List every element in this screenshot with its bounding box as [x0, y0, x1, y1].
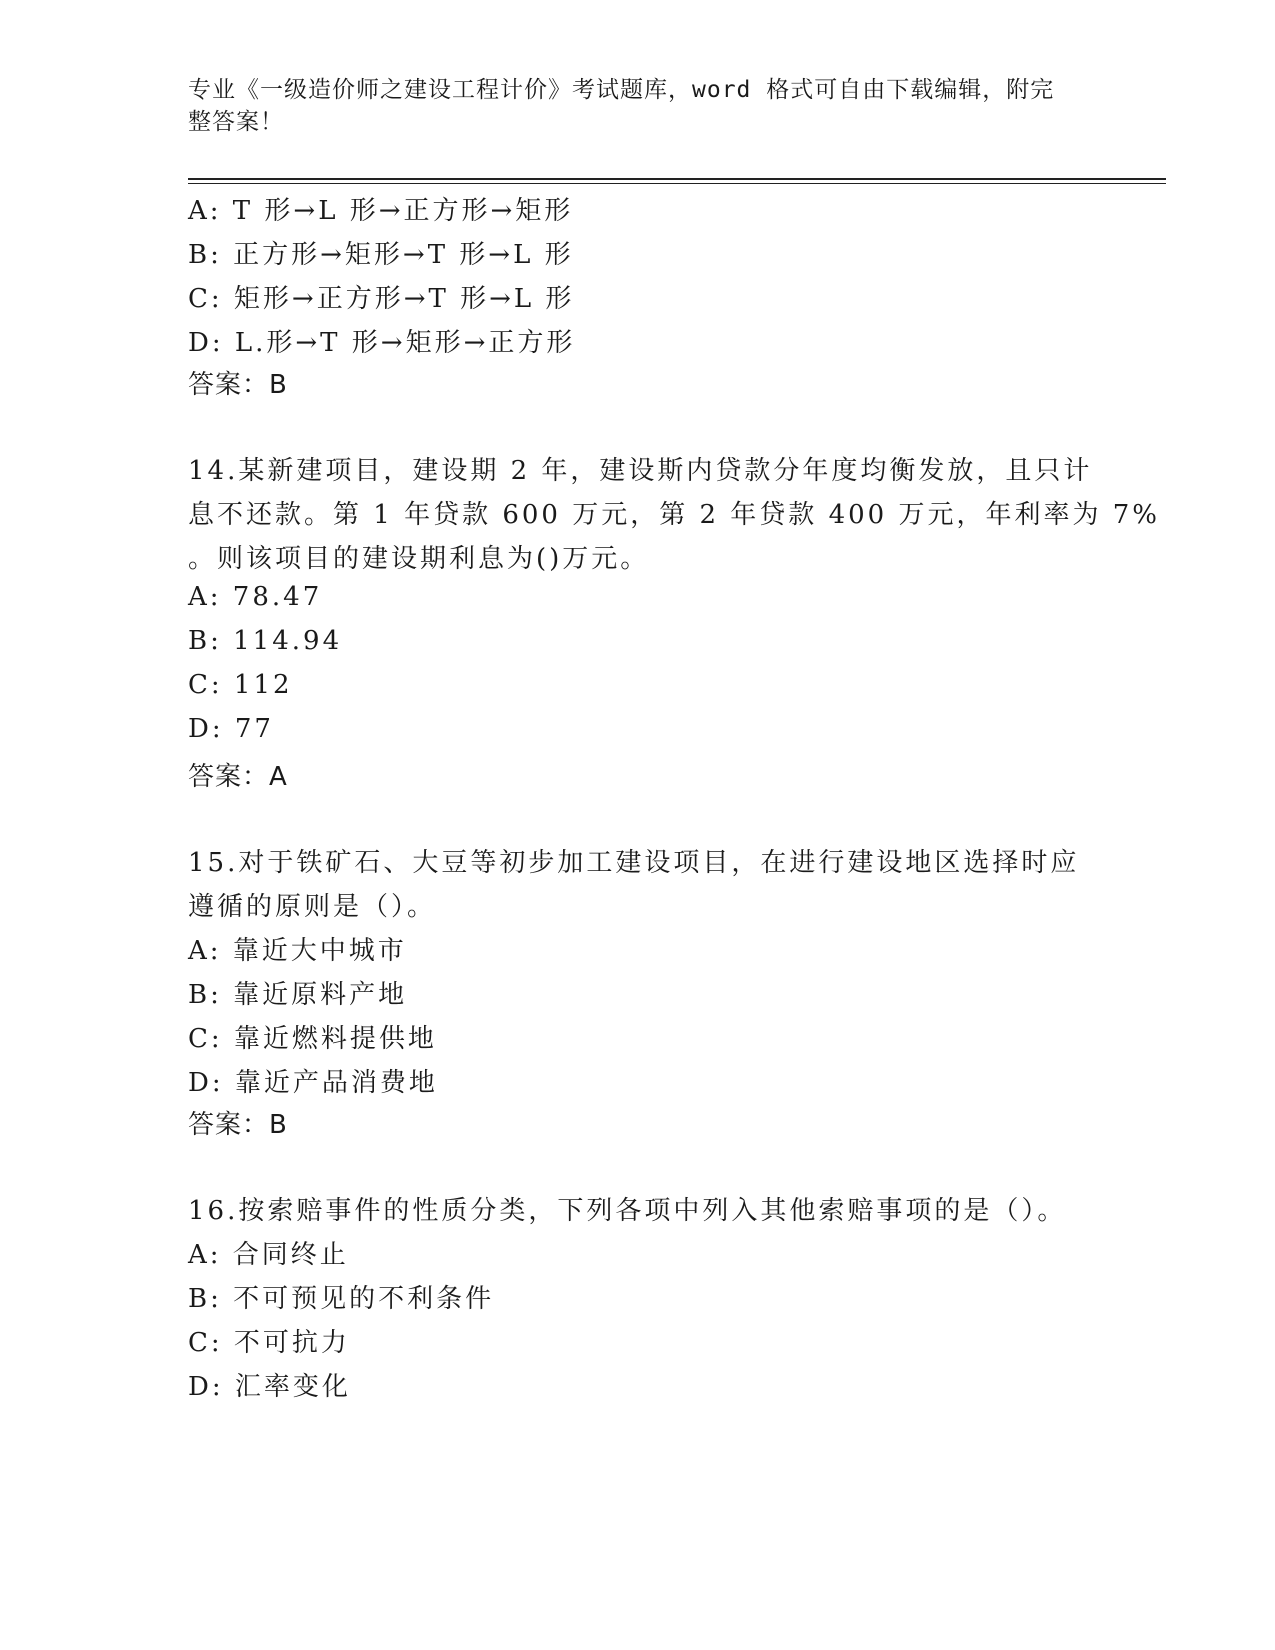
q13-option-d: D: L.形→T 形→矩形→正方形	[188, 328, 576, 358]
header-line-1: 专业《一级造价师之建设工程计价》考试题库，word 格式可自由下载编辑，附完	[188, 77, 1055, 103]
header-line-2: 整答案！	[188, 109, 284, 135]
q16-option-c: C: 不可抗力	[188, 1328, 350, 1358]
q14-option-d: D: 77	[188, 714, 274, 744]
q15-stem-line-1: 15.对于铁矿石、大豆等初步加工建设项目，在进行建设地区选择时应	[188, 848, 1080, 878]
q13-option-a: A: T 形→L 形→正方形→矩形	[188, 196, 574, 226]
q14-stem-line-1: 14.某新建项目，建设期 2 年，建设斯内贷款分年度均衡发放，且只计	[188, 456, 1093, 486]
q13-option-c: C: 矩形→正方形→T 形→L 形	[188, 284, 575, 314]
q14-stem-line-3: 。则该项目的建设期利息为()万元。	[188, 544, 650, 574]
q14-option-b: B: 114.94	[188, 626, 343, 656]
q14-answer: 答案：A	[188, 762, 288, 792]
q16-option-a: A: 合同终止	[188, 1240, 349, 1270]
q14-option-c: C: 112	[188, 670, 293, 700]
header-rule-thick	[188, 178, 1166, 180]
q15-option-c: C: 靠近燃料提供地	[188, 1024, 437, 1054]
q16-option-d: D: 汇率变化	[188, 1372, 351, 1402]
q13-answer: 答案：B	[188, 370, 288, 400]
q15-stem-line-2: 遵循的原则是（）。	[188, 892, 437, 922]
q14-stem-line-2: 息不还款。第 1 年贷款 600 万元，第 2 年贷款 400 万元，年利率为 7%	[188, 500, 1160, 530]
page-header	[188, 74, 1088, 138]
q16-stem-line-1: 16.按索赔事件的性质分类，下列各项中列入其他索赔事项的是（）。	[188, 1196, 1067, 1226]
q15-option-b: B: 靠近原料产地	[188, 980, 408, 1010]
q15-option-a: A: 靠近大中城市	[188, 936, 407, 966]
q13-option-b: B: 正方形→矩形→T 形→L 形	[188, 240, 574, 270]
q15-option-d: D: 靠近产品消费地	[188, 1068, 438, 1098]
header-rule-thin	[188, 183, 1166, 184]
q16-option-b: B: 不可预见的不利条件	[188, 1284, 495, 1314]
q15-answer: 答案：B	[188, 1110, 288, 1140]
q14-option-a: A: 78.47	[188, 582, 323, 612]
